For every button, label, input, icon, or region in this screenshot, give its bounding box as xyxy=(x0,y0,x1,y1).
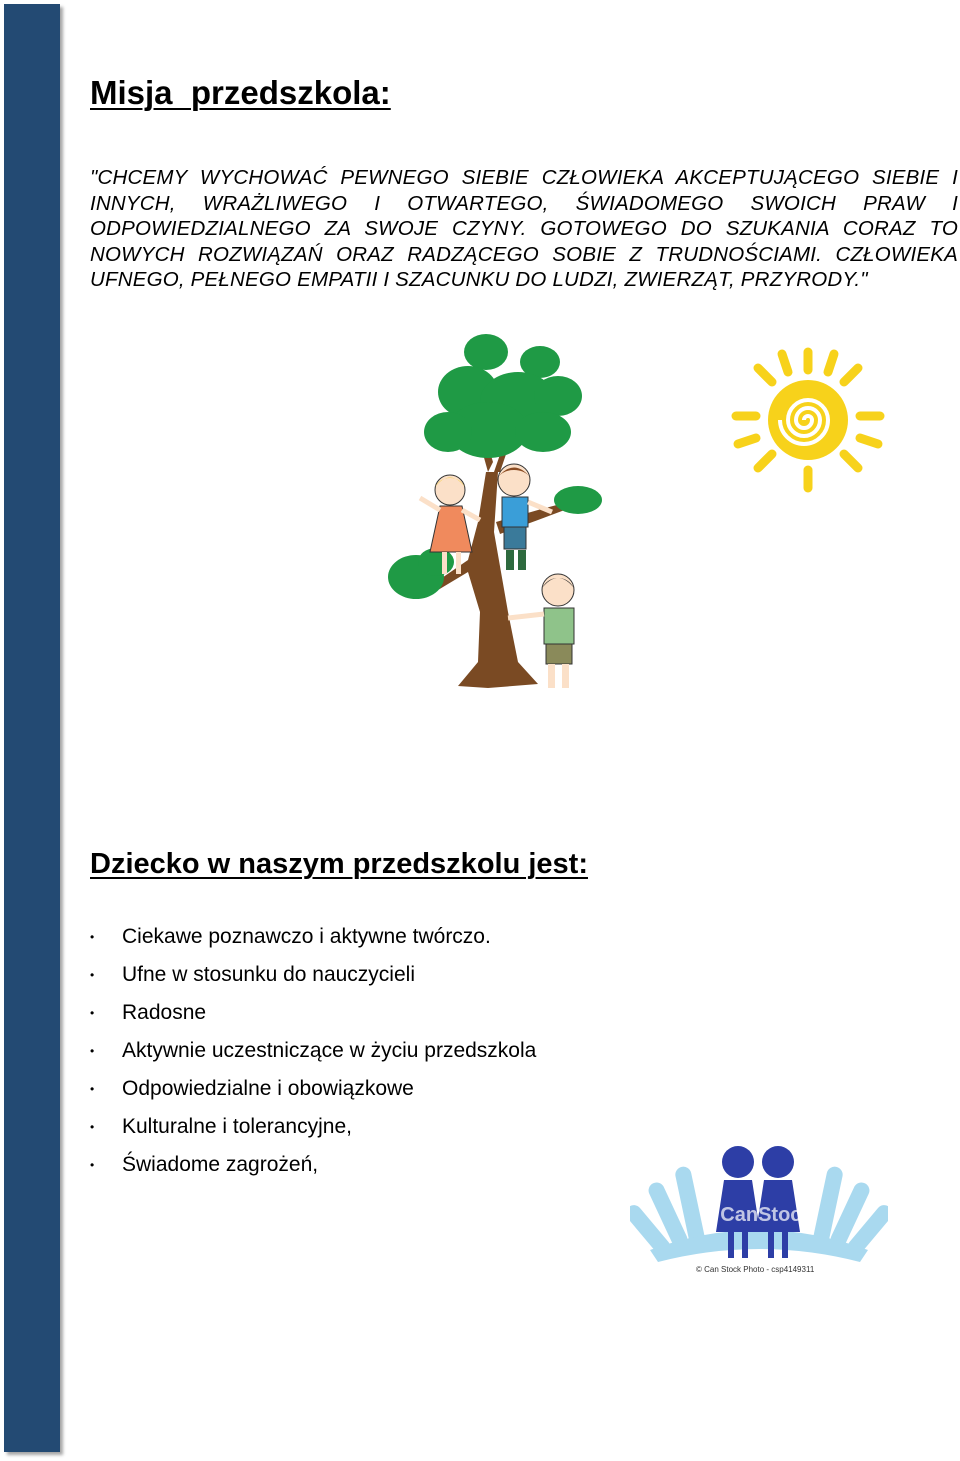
list-item xyxy=(90,1108,536,1146)
section-subtitle: Dziecko w naszym przedszkolu jest: xyxy=(90,848,588,880)
image-watermark: © CanStock xyxy=(700,1204,813,1226)
list-item-text: Aktywnie uczestniczące w życiu przedszkola xyxy=(122,1039,537,1062)
image-caption: © Can Stock Photo - csp4149311 xyxy=(696,1265,815,1274)
tree-children-illustration xyxy=(368,322,636,704)
mission-statement: "CHCEMY WYCHOWAĆ PEWNEGO SIEBIE CZŁOWIEKA AKCEPTUJĄCEGO SIEBIE I INNYCH, WRAŻLIWEGO I OTWARTEGO, ŚWIADOMEGO SWOICH PRAW I ODPOWIEDZIALNEGO ZA SWOJE CZYNY. GOTOWEGO DO SZUKANIA CORAZ TO NOWYCH ROZWIĄZAŃ ORAZ RADZĄCEGO SOBIE Z TRUDNOŚCIAMI. CZŁOWIEKA UFNEGO, PEŁNEGO EMPATII I SZACUNKU DO LUDZI, ZWIERZĄT, PRZYRODY." xyxy=(90,166,958,291)
bullet-icon: • xyxy=(90,1006,95,1020)
bullet-icon: • xyxy=(90,1044,95,1058)
bullet-icon: • xyxy=(90,1082,95,1096)
list-item xyxy=(90,918,536,956)
list-item xyxy=(90,956,536,994)
list-item-text: Odpowiedzialne i obowiązkowe xyxy=(122,1077,414,1100)
bullet-icon: • xyxy=(90,1158,95,1172)
bullet-icon: • xyxy=(90,968,95,982)
sun-icon xyxy=(728,344,888,496)
list-item-text: Ciekawe poznawczo i aktywne twórczo. xyxy=(122,925,491,948)
list-item xyxy=(90,994,536,1032)
page-title: Misja przedszkola: xyxy=(90,74,391,111)
bullet-icon: • xyxy=(90,1120,95,1134)
list-item-text: Radosne xyxy=(122,1001,207,1024)
bullet-icon: • xyxy=(90,930,95,944)
list-item-text: Ufne w stosunku do nauczycieli xyxy=(122,963,415,986)
list-item-text: Świadome zagrożeń, xyxy=(122,1153,319,1176)
left-sidebar-band xyxy=(4,4,60,1452)
traits-list xyxy=(90,918,536,1184)
list-item xyxy=(90,1032,536,1070)
list-item-text: Kulturalne i tolerancyjne, xyxy=(122,1115,352,1138)
list-item xyxy=(90,1146,536,1184)
list-item xyxy=(90,1070,536,1108)
